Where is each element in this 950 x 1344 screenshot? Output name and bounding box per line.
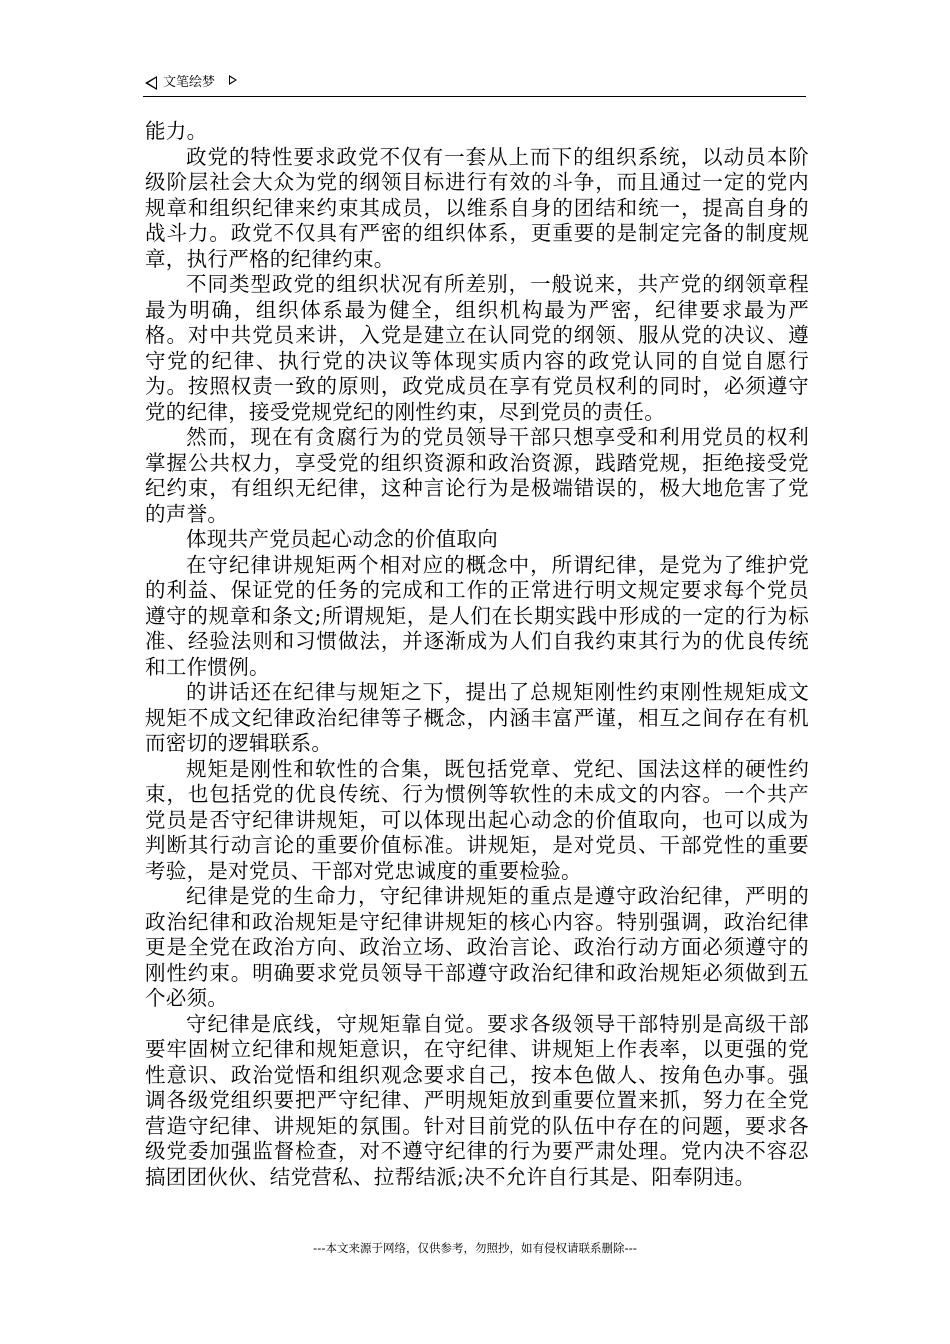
paragraph: 的讲话还在纪律与规矩之下，提出了总规矩刚性约束刚性规矩成文规矩不成文纪律政治纪律等子概念，内涵丰富严谨，相互之间存在有机而密切的逻辑联系。 bbox=[145, 680, 809, 755]
paragraph: 纪律是党的生命力，守纪律讲规矩的重点是遵守政治纪律，严明的政治纪律和政治规矩是守纪律讲规矩的核心内容。特别强调，政治纪律更是全党在政治方向、政治立场、政治言论、政治行动方面必须遵守的刚性约束。明确要求党员领导干部遵守政治纪律和政治规矩必须做到五个必须。 bbox=[145, 884, 809, 1010]
paragraph: 在守纪律讲规矩两个相对应的概念中，所谓纪律，是党为了维护党的利益、保证党的任务的完成和工作的正常进行明文规定要求每个党员遵守的规章和条文;所谓规矩，是人们在长期实践中形成的一定的行为标准、经验法则和习惯做法，并逐渐成为人们自我约束其行为的优良传统和工作惯例。 bbox=[145, 552, 809, 679]
paragraph: 不同类型政党的组织状况有所差别，一般说来，共产党的纲领章程最为明确，组织体系最为健全，组织机构最为严密，纪律要求最为严格。对中共党员来讲，入党是建立在认同党的纲领、服从党的决议、遵守党的纪律、执行党的决议等体现实质内容的政党认同的自觉自愿行为。按照权责一致的原则，政党成员在享有党员权利的同时，必须遵守党的纪律，接受党规党纪的刚性约束，尽到党员的责任。 bbox=[145, 272, 809, 424]
header-title: 文笔绘梦 bbox=[163, 75, 216, 90]
paragraph: 能力。 bbox=[145, 119, 208, 143]
paragraph: 守纪律是底线，守规矩靠自觉。要求各级领导干部特别是高级干部要牢固树立纪律和规矩意识，在守纪律、讲规矩上作表率，以更强的党性意识、政治觉悟和组织观念要求自己，按本色做人、按角色办事。强调各级党组织要把严守纪律、严明规矩放到重要位置来抓，努力在全党营造守纪律、讲规矩的氛围。针对目前党的队伍中存在的问题，要求各级党委加强监督检查，对不遵守纪律的行为要严肃处理。党内决不容忍搞团团伙伙、结党营私、拉帮结派;决不允许自行其是、阳奉阴违。 bbox=[145, 1011, 809, 1189]
paragraph: 政党的特性要求政党不仅有一套从上而下的组织系统，以动员本阶级阶层社会大众为党的纲领目标进行有效的斗争，而且通过一定的党内规章和组织纪律来约束其成员，以维系自身的团结和统一，提高自身的战斗力。政党不仅具有严密的组织体系，更重要的是制定完备的制度规章，执行严格的纪律约束。 bbox=[145, 144, 809, 271]
triangle-right-outline-icon bbox=[229, 75, 237, 85]
page-header bbox=[143, 72, 806, 97]
header-content bbox=[145, 74, 237, 92]
triangle-left-outline-icon bbox=[145, 76, 157, 90]
document-body bbox=[145, 119, 809, 1190]
paragraph: 规矩是刚性和软性的合集，既包括党章、党纪、国法这样的硬性约束，也包括党的优良传统、行为惯例等软性的未成文的内容。一个共产党员是否守纪律讲规矩，可以体现出起心动念的价值取向，也可以成为判断其行动言论的重要价值标准。讲规矩，是对党员、干部党性的重要考验，是对党员、干部对党忠诚度的重要检验。 bbox=[145, 756, 809, 883]
page-footer: ---本文来源于网络，仅供参考，勿照抄，如有侵权请联系删除--- bbox=[313, 1241, 637, 1255]
paragraph: 体现共产党员起心动念的价值取向 bbox=[186, 527, 498, 551]
paragraph: 然而，现在有贪腐行为的党员领导干部只想享受和利用党员的权利掌握公共权力，享受党的组织资源和政治资源，践踏党规，拒绝接受党纪约束，有组织无纪律，这种言论行为是极端错误的，极大地危害了党的声誉。 bbox=[145, 425, 809, 526]
